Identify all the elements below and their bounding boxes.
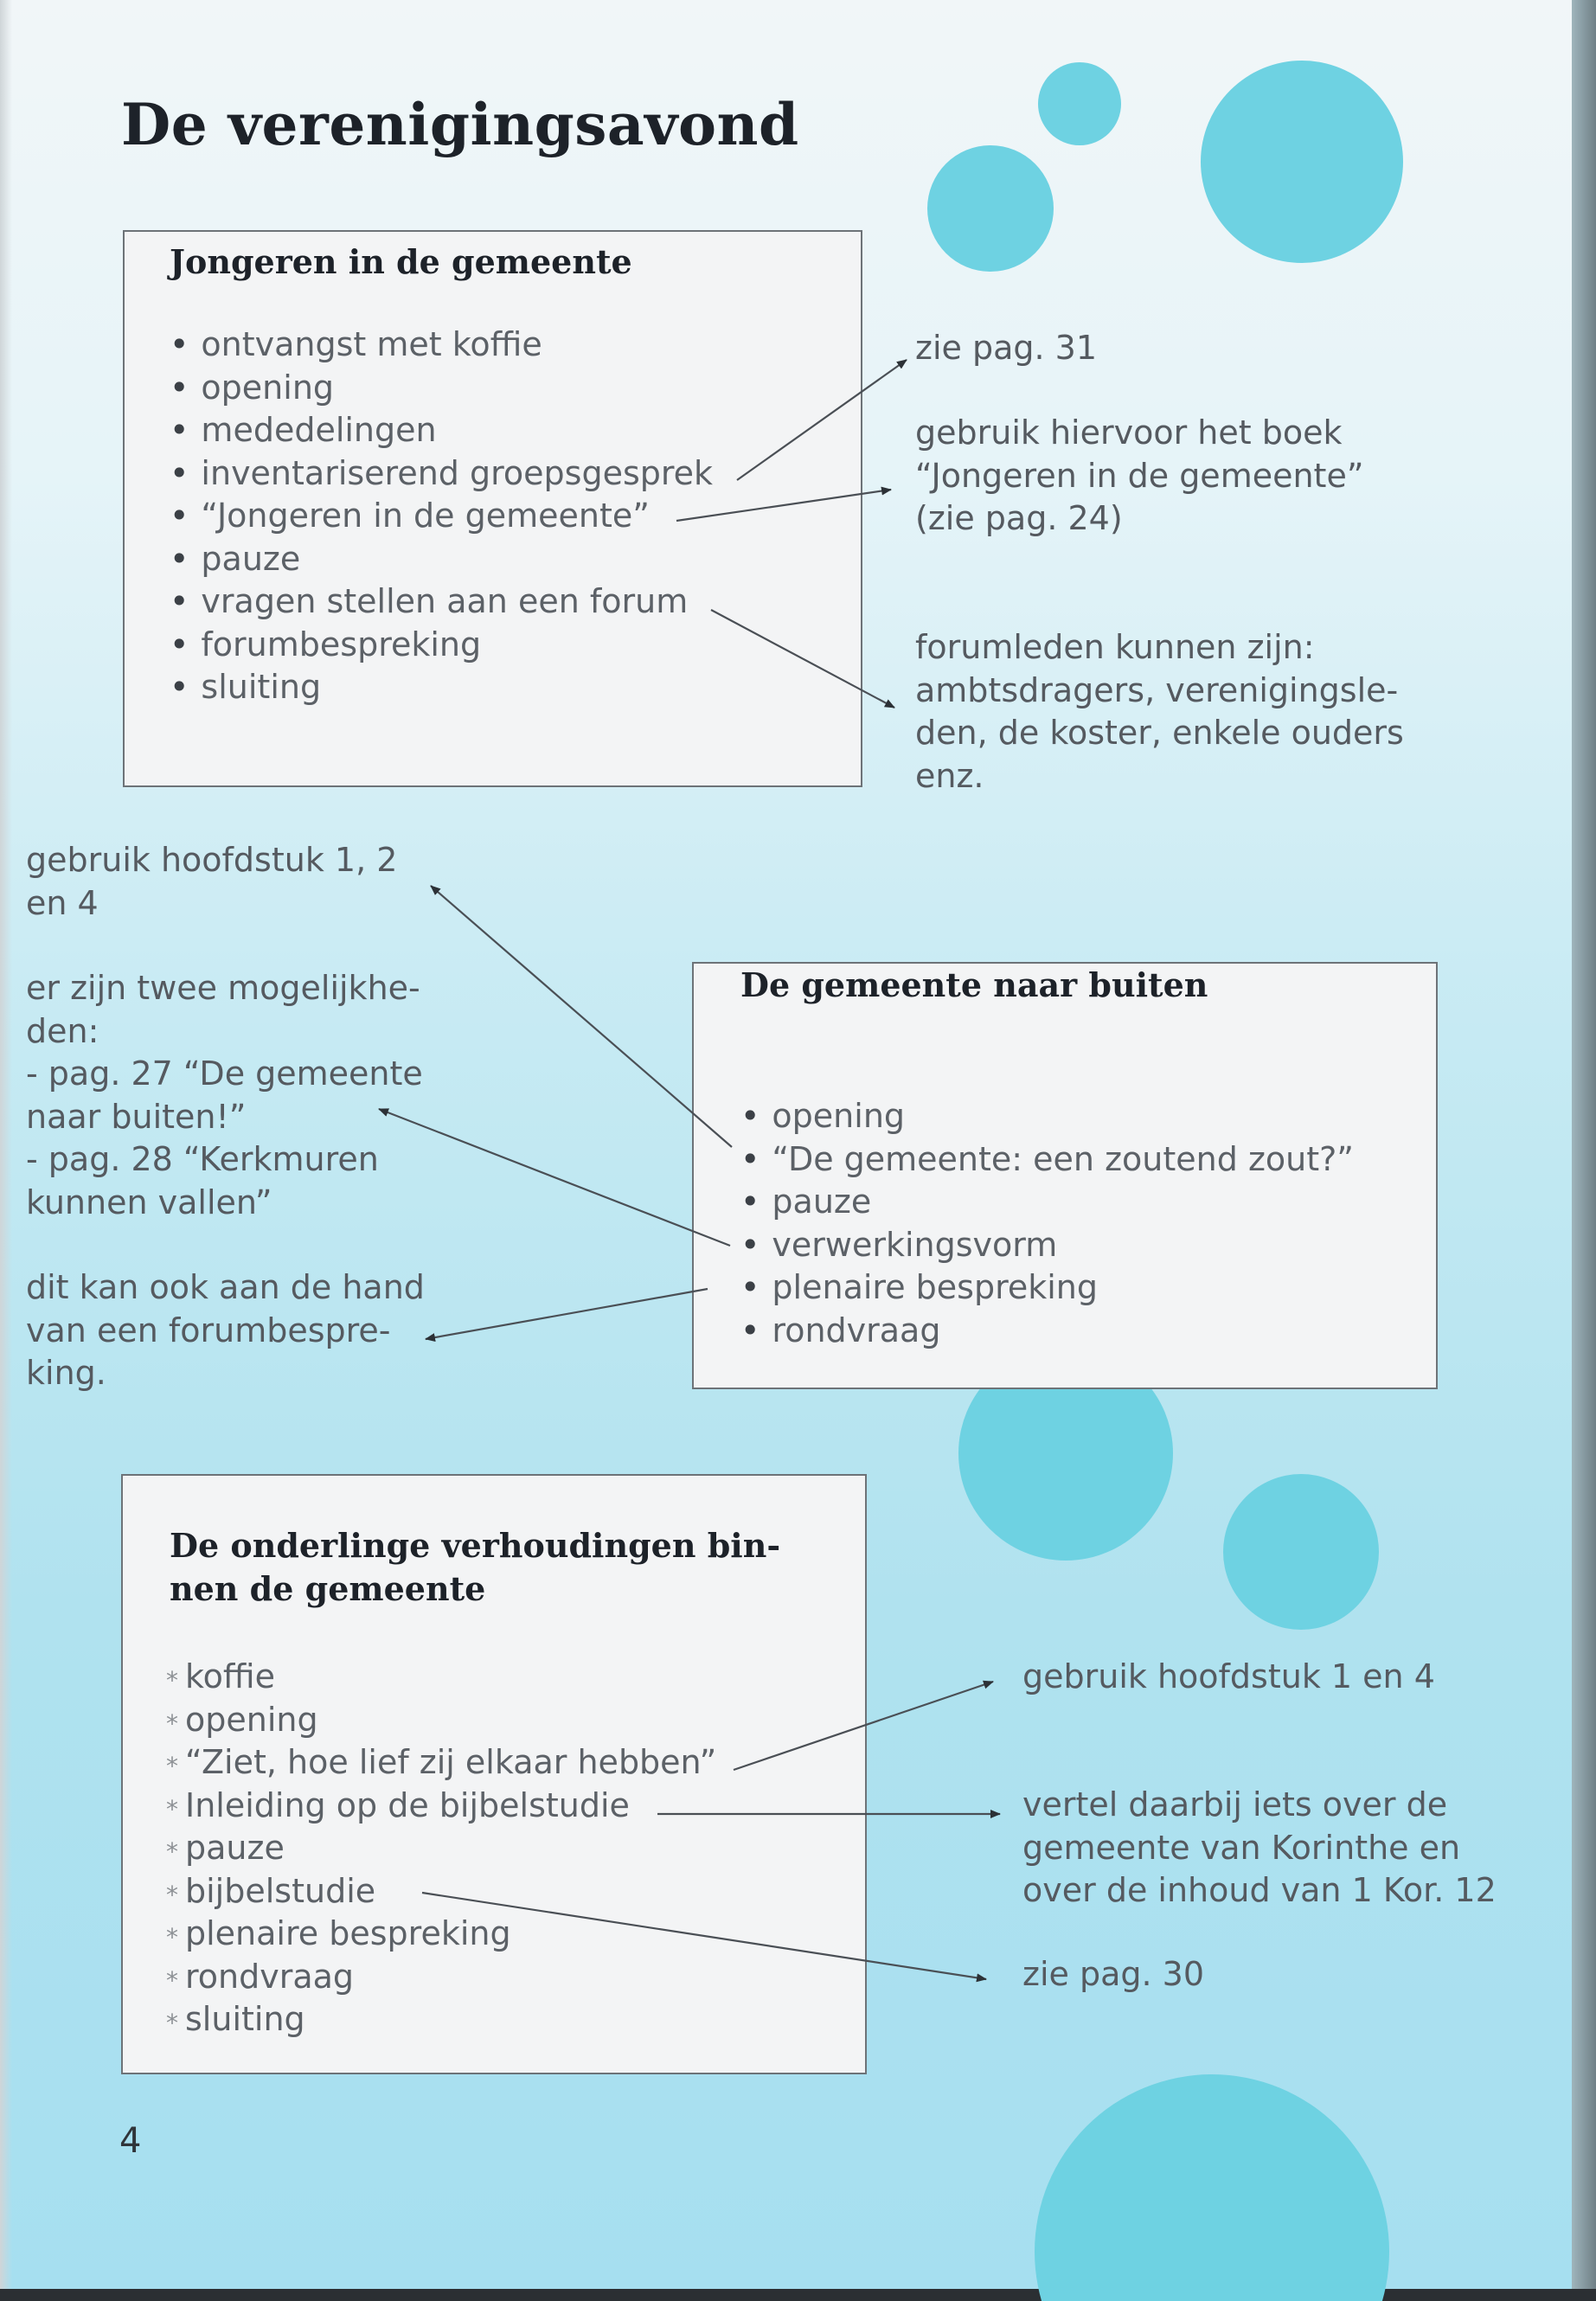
note-line: zie pag. 31: [915, 329, 1098, 367]
note-line: gebruik hoofdstuk 1, 2: [26, 841, 398, 879]
note-line: enz.: [915, 756, 984, 795]
note-line: over de inhoud van 1 Kor. 12: [1022, 1871, 1497, 1909]
list-item: • mededelingen: [170, 409, 713, 452]
note-line: gebruik hiervoor het boek: [915, 413, 1343, 452]
arrow: [379, 1109, 730, 1246]
note-line: “Jongeren in de gemeente”: [915, 456, 1364, 495]
note-line: vertel daarbij iets over de: [1022, 1785, 1448, 1823]
note-line: den:: [26, 1011, 99, 1050]
page-title: De verenigingsavond: [121, 91, 799, 158]
note-line: gemeente van Korinthe en: [1022, 1828, 1461, 1867]
list-item: • ontvangst met koffie: [170, 324, 713, 367]
note-line: zie pag. 30: [1022, 1955, 1205, 1993]
arrow: [734, 1682, 993, 1770]
arrow: [422, 1893, 986, 1979]
note-line: en 4: [26, 883, 99, 922]
page-number: 4: [119, 2121, 142, 2161]
list-item: • sluiting: [170, 666, 713, 709]
arrow: [431, 886, 732, 1147]
arrow: [426, 1289, 708, 1339]
note-line: dit kan ook aan de hand: [26, 1268, 425, 1306]
note-line: (zie pag. 24): [915, 499, 1123, 537]
section-heading: Jongeren in de gemeente: [170, 242, 632, 281]
list-item: • forumbespreking: [170, 624, 713, 667]
list-item: * bijbelstudie: [166, 1870, 716, 1913]
list-item: • verwerkingsvorm: [740, 1224, 1354, 1267]
note-line: van een forumbespre-: [26, 1311, 391, 1349]
note-line: king.: [26, 1354, 106, 1392]
arrow: [737, 360, 907, 480]
list-item: • pauze: [740, 1181, 1354, 1224]
heading-line: nen de gemeente: [170, 1569, 486, 1608]
list-item: • inventariserend groepsgesprek: [170, 452, 713, 496]
list-item: * Inleiding op de bijbelstudie: [166, 1785, 716, 1828]
section-heading: De gemeente naar buiten: [740, 965, 1208, 1004]
list-item: • vragen stellen aan een forum: [170, 580, 713, 624]
note-line: naar buiten!”: [26, 1097, 247, 1136]
list-item: • pauze: [170, 538, 713, 581]
list-item: * plenaire bespreking: [166, 1913, 716, 1956]
list-item: • “De gemeente: een zoutend zout?”: [740, 1138, 1354, 1182]
list-item: * opening: [166, 1699, 716, 1742]
list-item: * pauze: [166, 1827, 716, 1870]
heading-line: De onderlinge verhoudingen bin-: [170, 1526, 781, 1565]
note-line: kunnen vallen”: [26, 1183, 272, 1221]
list-item: * koffie: [166, 1656, 716, 1699]
note-line: - pag. 28 “Kerkmuren: [26, 1140, 379, 1178]
list-item: • “Jongeren in de gemeente”: [170, 495, 713, 538]
list-item: • plenaire bespreking: [740, 1266, 1354, 1310]
note-line: forumleden kunnen zijn:: [915, 628, 1315, 666]
arrow: [711, 610, 894, 708]
note-line: gebruik hoofdstuk 1 en 4: [1022, 1657, 1435, 1695]
note-line: er zijn twee mogelijkhe-: [26, 969, 420, 1007]
note-line: ambtsdragers, verenigingsle-: [915, 670, 1399, 709]
arrow: [676, 490, 891, 521]
note-line: - pag. 27 “De gemeente: [26, 1054, 423, 1093]
list-item: • opening: [740, 1095, 1354, 1138]
list-item: * sluiting: [166, 1998, 716, 2041]
note-line: den, de koster, enkele ouders: [915, 714, 1404, 752]
list-item: * “Ziet, hoe lief zij elkaar hebben”: [166, 1741, 716, 1785]
list-item: * rondvraag: [166, 1956, 716, 1999]
list-item: • rondvraag: [740, 1310, 1354, 1353]
list-item: • opening: [170, 367, 713, 410]
